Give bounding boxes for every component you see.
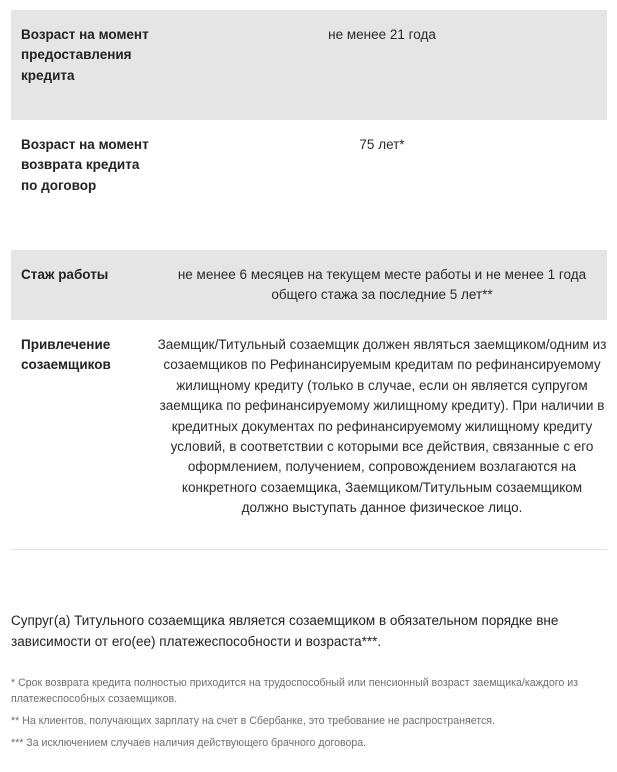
row-value: Заемщик/Титульный созаемщик должен являться заемщиком/одним из созаемщиков по Рефинансируемым кредитам по рефинансируемому жилищному кредиту (только в случае, если он является супругом заемщика по рефинансируемому жилищному кредиту). При наличии в кредитных документах по рефинансируемому жилищному кредиту условий, в соответствии с которыми все действия, связанные с его оформлением, получением, сопровождением возлагаются на конкретного созаемщика, Заемщиком/Титульным созаемщиком должно выступать данное физическое лицо.: [157, 337, 607, 516]
row-value: 75 лет*: [359, 137, 405, 152]
requirements-table: [11, 10, 607, 550]
table-row-age-at-issue: [11, 10, 607, 120]
table-row-age-at-repayment: [11, 120, 607, 250]
footnote-2: ** На клиентов, получающих зарплату на счет в Сбербанке, это требование не распространяется.: [11, 714, 495, 727]
footnotes: [11, 676, 607, 758]
spouse-note: Супруг(а) Титульного созаемщика является созаемщиком в обязательном порядке вне зависимости от его(ее) платежеспособности и возраста***.: [11, 613, 559, 649]
row-label: Привлечение созаемщиков: [21, 337, 111, 373]
row-value: не менее 6 месяцев на текущем месте работы и не менее 1 года общего стажа за последние 5 лет**: [177, 267, 587, 303]
footnote-3: *** За исключением случаев наличия действующего брачного договора.: [11, 737, 367, 750]
table-row-work-experience: [11, 250, 607, 320]
row-label: Стаж работы: [21, 267, 109, 282]
row-label: Возраст на момент возврата кредита по договор: [21, 137, 149, 193]
row-value: не менее 21 года: [328, 27, 436, 42]
row-label: Возраст на момент предоставления кредита: [21, 27, 149, 83]
table-row-co-borrowers: [11, 320, 607, 550]
footnote-1: * Срок возврата кредита полностью приходится на трудоспособный или пенсионный возраст заемщика/каждого из платежеспособных созаемщиков.: [11, 677, 578, 705]
